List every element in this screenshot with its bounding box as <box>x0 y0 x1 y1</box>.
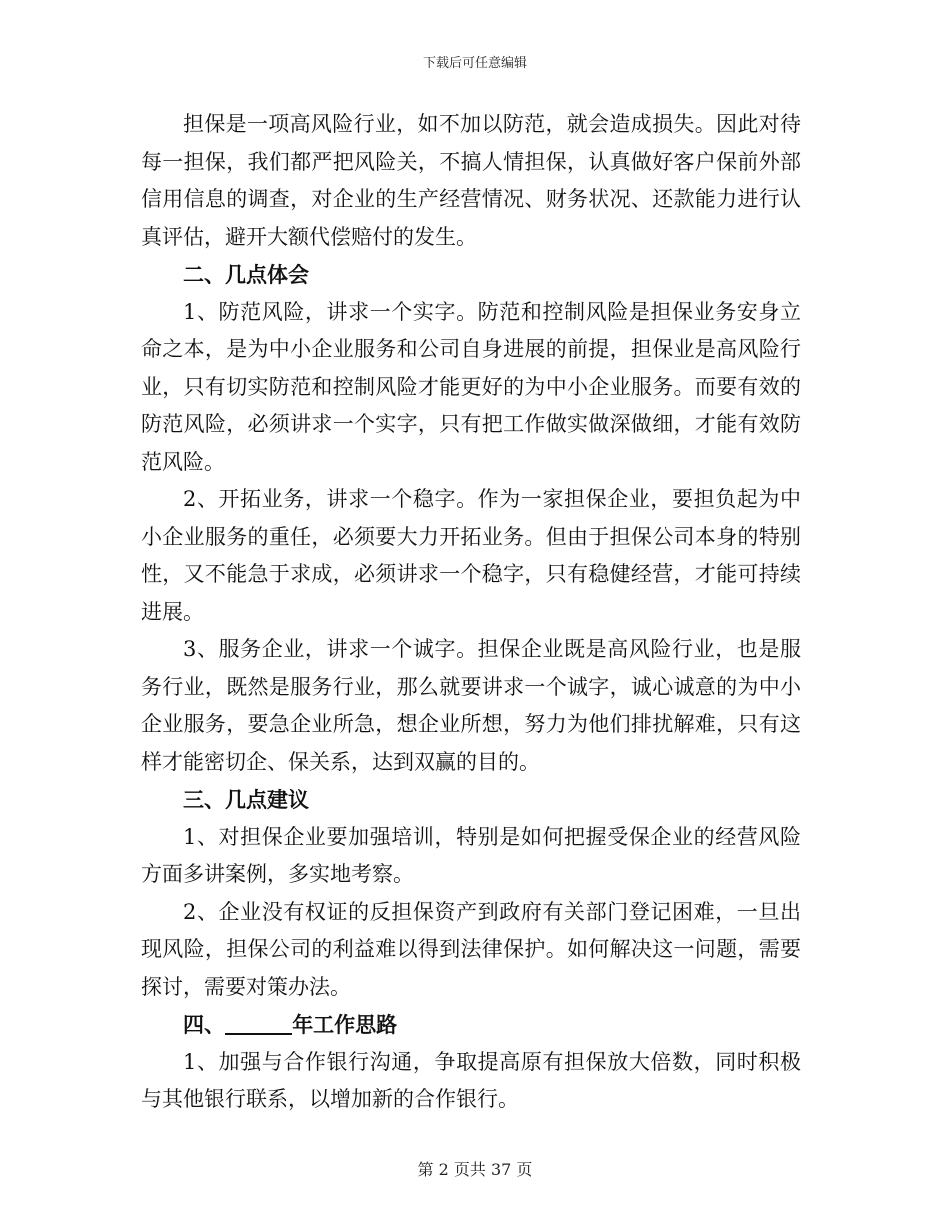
section-heading-experience: 二、几点体会 <box>183 262 309 287</box>
paragraph-work-plan-1: 1、加强与合作银行沟通，争取提高原有担保放大倍数，同时积极与其他银行联系，以增加新的合作银行。 <box>141 1049 801 1111</box>
work-plan-prefix: 四、 <box>183 1012 225 1037</box>
work-plan-suffix: 年工作思路 <box>292 1012 398 1037</box>
paragraph-experience-3: 3、服务企业，讲求一个诚字。担保企业既是高风险行业，也是服务行业，既然是服务行业，那么就要讲求一个诚字，诚心诚意的为中小企业服务，要急企业所急，想企业所想，努力为他们排扰解难，只有这样才能密切企、保关系，达到双赢的目的。 <box>141 637 801 774</box>
year-blank-line <box>225 1012 292 1035</box>
paragraph-suggestion-1: 1、对担保企业要加强培训，特别是如何把握受保企业的经营风险方面多讲案例，多实地考察。 <box>141 824 801 886</box>
document-body <box>141 106 801 1119</box>
section-heading-work-plan <box>141 1006 801 1044</box>
paragraph-experience-1: 1、防范风险，讲求一个实字。防范和控制风险是担保业务安身立命之本，是为中小企业服务和公司自身进展的前提，担保业是高风险行业，只有切实防范和控制风险才能更好的为中小企业服务。而要有效的防范风险，必须讲求一个实字，只有把工作做实做深做细，才能有效防范风险。 <box>141 299 801 474</box>
page-footer: 第 2 页共 37 页 <box>417 1160 533 1179</box>
paragraph-risk-control: 担保是一项高风险行业，如不加以防范，就会造成损失。因此对待每一担保，我们都严把风险关，不搞人情担保，认真做好客户保前外部信用信息的调查，对企业的生产经营情况、财务状况、还款能力进行认真评估，避开大额代偿赔付的发生。 <box>141 112 801 249</box>
paragraph-experience-2: 2、开拓业务，讲求一个稳字。作为一家担保企业，要担负起为中小企业服务的重任，必须要大力开拓业务。但由于担保公司本身的特别性，又不能急于求成，必须讲求一个稳字，只有稳健经营，才能可持续进展。 <box>141 487 801 624</box>
section-heading-suggestions: 三、几点建议 <box>183 787 309 812</box>
page-header: 下载后可任意编辑 <box>422 56 527 71</box>
paragraph-suggestion-2: 2、企业没有权证的反担保资产到政府有关部门登记困难，一旦出现风险，担保公司的利益难以得到法律保护。如何解决这一问题，需要探讨，需要对策办法。 <box>141 899 801 999</box>
